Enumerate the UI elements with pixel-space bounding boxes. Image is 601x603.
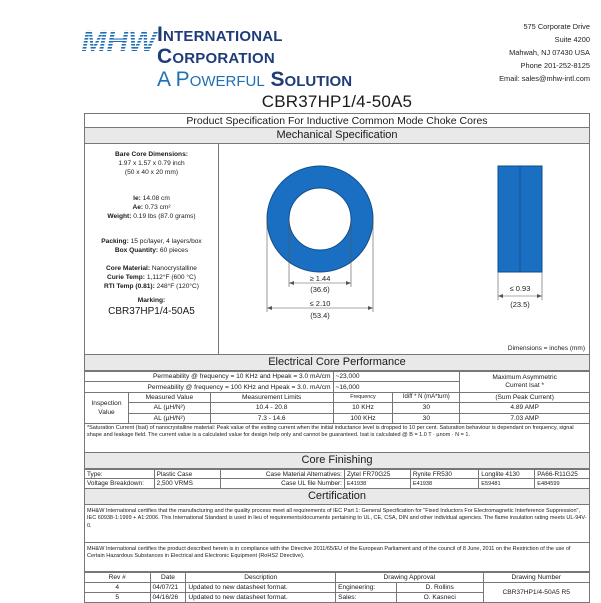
table-cell: 30: [393, 413, 460, 423]
address-line: Mahwah, NJ 07430 USA: [509, 48, 590, 57]
table-cell: Updated to new datasheet format.: [186, 593, 336, 603]
table-cell: Nanocrystalline: [151, 264, 197, 272]
drawing-number: CBR37HP1/4-50A5 R5: [483, 582, 590, 602]
company-address: [499, 20, 590, 85]
table-cell: Weight:: [107, 213, 132, 221]
table-cell: RTI Temp (0.81):: [104, 283, 155, 291]
ul-label: Case UL file Number:: [220, 479, 344, 488]
rev-header: Rev #: [85, 572, 151, 582]
table-cell: Ae:: [132, 203, 144, 211]
desc-header: Description: [186, 572, 336, 582]
col-limits: Measurement Limits: [210, 392, 333, 402]
table-cell: 7.3 - 14.6: [210, 413, 333, 423]
certification-heading: Certification: [84, 489, 590, 505]
table-cell: AL (µH/N²): [128, 403, 210, 413]
tagline-b: Solution: [270, 68, 353, 91]
table-row: [85, 582, 590, 592]
finishing-heading: Core Finishing: [84, 453, 590, 469]
logo-mark: MHW: [81, 25, 157, 58]
dim-height: ≤ 0.93: [509, 284, 531, 293]
col-measured: Measured Value: [128, 392, 210, 402]
alt-2: Rynite FR530: [410, 469, 478, 478]
table-cell: Box Quantity:: [114, 247, 159, 255]
table-row: [85, 403, 590, 413]
perm2-label: Permeability @ frequency = 100 KHz and Hpeak = 3.0. mA/cm: [85, 382, 334, 392]
finishing-table: [84, 469, 590, 489]
dimensions-note: Dimensions = inches (mm): [507, 345, 585, 352]
header: [81, 6, 590, 91]
table-cell: Engineering:: [336, 582, 397, 592]
mechanical-section: [84, 144, 590, 355]
toroid-drawing: [219, 144, 601, 353]
table-cell: 04/07/21: [150, 582, 186, 592]
curie-temp-row: [85, 273, 218, 282]
email-line[interactable]: Email: sales@mhw-intl.com: [499, 74, 590, 83]
core-material-row: [85, 264, 218, 273]
rti-temp-row: [85, 282, 218, 291]
table-cell: 248°F (120°C): [156, 283, 199, 291]
table-cell: Packing:: [101, 238, 129, 246]
saturation-note: *Saturation Current (Isat) of nanocrystalline material: Peak value of the exiting current when the initial inductance level is dropped to 10 per cent. Saturation behaviour is dependant on frequency, signal shape and leakage field. The current value is a calculated value for design help only and cannot be guaranteed. Isat is calculated @ B = 1.0 T · µnom · N = 1.: [84, 424, 590, 453]
type-label: Type:: [85, 469, 155, 478]
alt-4: PA66-R11G25: [535, 469, 590, 478]
table-cell: 4: [85, 582, 151, 592]
table-cell: Sales:: [336, 593, 397, 603]
marking-label: Marking:: [137, 297, 166, 305]
table-cell: 5: [85, 593, 151, 603]
electrical-heading: Electrical Core Performance: [84, 355, 590, 371]
ae-row: [85, 203, 218, 212]
col-frequency: Frequency: [333, 392, 393, 402]
table-cell: le:: [133, 194, 141, 202]
dim-outer: ≤ 2.10: [309, 299, 331, 308]
table-cell: 4.89 AMP: [460, 403, 590, 413]
alt-1: Zytel FR70G25: [344, 469, 410, 478]
table-cell: 10 KHz: [333, 403, 393, 413]
marking-value: CBR37HP1/4-50A5: [108, 306, 195, 318]
breakdown-value: 2,500 VRMS: [154, 479, 220, 488]
ul-file-2: E41938: [410, 479, 478, 488]
company-name: [157, 24, 387, 92]
table-cell: 1,112°F (600 °C): [146, 273, 196, 281]
mechanical-heading: Mechanical Specification: [84, 128, 590, 144]
electrical-table: [84, 371, 590, 424]
address-line: 575 Corporate Drive: [523, 22, 590, 31]
bare-core-label: Bare Core Dimensions:: [115, 151, 188, 158]
weight-row: [85, 212, 218, 221]
col-ampturns: Idiff * N (mA*turn): [393, 392, 460, 402]
table-cell: 10.4 - 20.8: [210, 403, 333, 413]
core-drawing: [219, 144, 589, 354]
certification-iec: MH&W International certifies that the manufacturing and the quality process meet all requirements of IEC Part 1: General Specification for "Fixed Inductors For Electromagnetic Interference Suppression", IEC 60938-1:1999 + A1:2006. This International Standard is used in lieu of requirements/documents pertaining to UL, CE, CSA, DIN and other individual agencies. The flame insulation rating meets UL-94V-0.: [84, 505, 590, 543]
table-cell: 100 KHz: [333, 413, 393, 423]
table-cell: O. Kasneci: [396, 593, 483, 603]
ul-file-4: E484599: [535, 479, 590, 488]
revision-table: [84, 572, 590, 603]
spec-title: Product Specification For Inductive Common Mode Choke Cores: [84, 113, 590, 128]
table-cell: Updated to new datasheet format.: [186, 582, 336, 592]
table-cell: 15 pc/layer, 4 layers/box: [130, 238, 202, 246]
dim-outer-mm: (53.4): [310, 311, 330, 320]
breakdown-label: Voltage Breakdown:: [85, 479, 155, 488]
drawno-header: Drawing Number: [483, 572, 590, 582]
part-number-title: CBR37HP1/4-50A5: [261, 92, 413, 111]
dim-inner: ≥ 1.44: [309, 274, 331, 283]
table-cell: Core Material:: [106, 264, 151, 272]
table-cell: 30: [393, 403, 460, 413]
ul-file-1: E41938: [344, 479, 410, 488]
box-qty-row: [85, 246, 218, 255]
company-line1: International Corporation: [157, 23, 283, 68]
bare-core-mm: (50 x 40 x 20 mm): [124, 169, 179, 177]
type-value: Plastic Case: [154, 469, 220, 478]
alt-3: Longlite 4130: [479, 469, 535, 478]
alt-label: Case Material Alternatives:: [220, 469, 344, 478]
perm2-value: ~16,000: [333, 382, 460, 392]
address-line: Suite 4200: [554, 35, 590, 44]
table-cell: 60 pieces: [159, 247, 189, 255]
max-asym-header: Maximum Asymmetric Current Isat *: [460, 372, 590, 393]
mhw-logo-icon: [81, 20, 157, 60]
date-header: Date: [150, 572, 186, 582]
certification-rohs: MH&W International certifies the product described herein is in compliance with the Directive 2011/65/EU of the European Parliament and of the council of 8 June, 2011 on the Restriction of the use of Certain Hazardous Substances in Electrical and Electronic Equipment (RoHS2 Directive).: [84, 543, 590, 572]
perm1-value: ~23,000: [333, 372, 460, 382]
phone-line: Phone 201-252-8125: [520, 61, 590, 70]
dim-inner-mm: (36.6): [310, 285, 330, 294]
approval-header: Drawing Approval: [336, 572, 483, 582]
table-cell: AL (µH/N²): [128, 413, 210, 423]
table-cell: Curie Temp:: [107, 273, 145, 281]
bare-core-inch: 1.97 x 1.57 x 0.79 inch: [118, 160, 185, 168]
tagline-a: A Powerful: [157, 68, 265, 91]
ul-file-3: E59481: [479, 479, 535, 488]
toroid-hole: [289, 188, 351, 250]
le-row: [85, 194, 218, 203]
packing-row: [85, 237, 218, 246]
table-cell: 04/16/26: [150, 593, 186, 603]
table-cell: 0.73 cm²: [144, 203, 171, 211]
sum-peak-header: (Sum Peak Current): [460, 392, 590, 402]
dim-height-mm: (23.5): [510, 300, 530, 309]
table-cell: 14.08 cm: [142, 194, 170, 202]
inspection-label: Inspection Value: [85, 392, 129, 423]
mechanical-specs: [85, 144, 219, 354]
table-cell: 0.19 lbs (87.0 grams): [133, 213, 196, 221]
table-row: [85, 413, 590, 423]
perm1-label: Permeability @ frequency = 10 KHz and Hpeak = 3.0 mA/cm: [85, 372, 334, 382]
company-line2: [157, 68, 387, 92]
table-cell: 7.03 AMP: [460, 413, 590, 423]
table-cell: D. Rollins: [396, 582, 483, 592]
